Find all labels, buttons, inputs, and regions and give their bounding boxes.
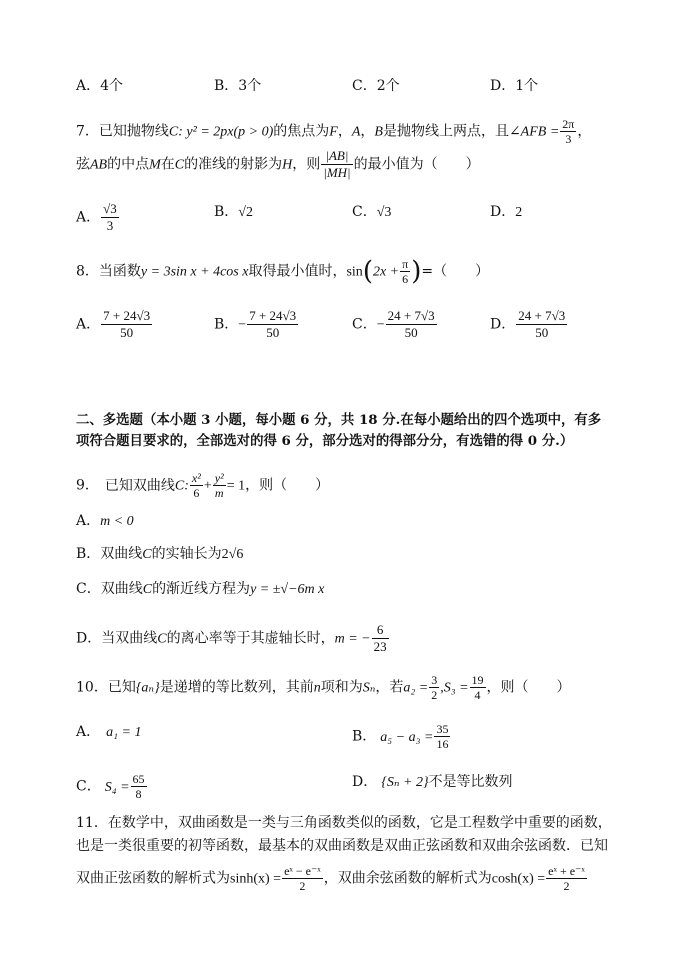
option-text: 的实轴长为 [151, 546, 222, 562]
option-math: m < 0 [100, 514, 134, 529]
q7-text: 是抛物线上两点，且 [382, 123, 509, 140]
q11-text: 双曲正弦函数的解析式为 [76, 870, 230, 887]
plus-sign: + [203, 478, 212, 494]
q10-number: 10． [76, 679, 108, 696]
option-text: 的渐近线方程为 [152, 581, 251, 597]
q7-angle-den: 3 [565, 132, 572, 146]
option-value: √2 [238, 205, 253, 220]
fraction-num: 6 [372, 622, 389, 639]
q11-sinh: sinh(x) = [230, 871, 282, 887]
option-math: a₁ = 1 [106, 725, 142, 740]
q9-y-fraction [213, 471, 226, 500]
fraction-den: 16 [436, 737, 449, 751]
q9-text: 已知双曲线 [104, 477, 175, 494]
q8-line [76, 257, 489, 286]
option-value: 2 [515, 205, 523, 220]
q8-number: 8． [76, 263, 99, 280]
section-heading: 二、多选题（本小题 3 小题，每小题 6 分，共 18 分.在每小题给出的四个选项中，有多 [76, 412, 602, 428]
q7-option-c [352, 202, 391, 223]
q7-sep: ， [360, 123, 375, 140]
q10-option-c [76, 772, 148, 801]
fraction-den: 50 [120, 325, 134, 340]
option-label: A． [76, 209, 101, 226]
q7-ratio-num: |AB| [321, 148, 352, 165]
left-paren: ( [362, 256, 373, 287]
option-label: D． [490, 204, 516, 220]
q7-angle: ∠AFB = [508, 124, 560, 140]
option-label: C． [76, 778, 101, 795]
option-math: {Sₙ + 2} [381, 775, 429, 790]
option-text: 不是等比数列 [428, 774, 513, 790]
q8-option-a [76, 308, 153, 341]
option-math: m = − [334, 631, 371, 647]
option-label: A． [76, 513, 101, 529]
q7-option-a [76, 201, 120, 234]
fraction-den: 50 [535, 325, 549, 340]
equals: = 1 [226, 478, 246, 494]
q7-text: 弦 [76, 156, 90, 173]
fraction-den: 23 [373, 639, 387, 654]
option-label: D．当双曲线 [76, 630, 158, 647]
fraction-den: 50 [266, 325, 280, 340]
option-label: B． [214, 316, 239, 333]
option-text: 的离心率等于其虚轴长时， [166, 630, 335, 647]
q11-line3 [76, 864, 588, 893]
option-math: C [142, 547, 152, 562]
option-math: y = ±√−6m x [250, 582, 325, 597]
q9-option-d [76, 622, 390, 655]
q8-arg: 2x + [372, 264, 400, 280]
q7-text: 在 [160, 156, 175, 173]
section-heading-line2: 项符合题目要求的，全部选对的得 6 分，部分选对的得部分分，有选错的得 0 分.） [76, 433, 574, 449]
option-label: B． [352, 728, 377, 745]
q7-text: 的准线的射影为 [184, 156, 283, 173]
q10-a2: a₂ = [403, 680, 429, 696]
q10-option-d [352, 772, 513, 793]
fraction-num: x² [191, 471, 201, 485]
q7-point-h: H [282, 157, 293, 173]
fraction-den: 2 [431, 688, 438, 702]
q10-text: ，则（ ） [486, 679, 571, 696]
q10-line [76, 673, 571, 702]
q9-number: 9． [76, 477, 99, 494]
fraction-den: 6 [402, 272, 409, 286]
q9-option-a [76, 511, 134, 532]
fraction-den: 50 [404, 325, 418, 340]
option-sign: − [238, 317, 247, 333]
option-math: a₅ − a₃ = [380, 729, 434, 745]
fraction-den: 4 [474, 688, 481, 702]
q11-sinh-fraction [282, 864, 323, 893]
q7-text: 的焦点为 [273, 123, 330, 140]
fraction-den: 2 [563, 879, 570, 893]
fraction-num: 65 [132, 772, 145, 786]
q8-option-a-fraction [101, 308, 152, 341]
q8-option-b [214, 308, 299, 341]
fraction-num: 3 [431, 673, 438, 687]
option-label: C． [352, 316, 377, 333]
q7-number: 7． [76, 123, 99, 140]
q10-text: 是递增的等比数列，其前 [159, 679, 314, 696]
option-math: C [142, 582, 153, 597]
fraction-den: 6 [193, 486, 200, 500]
option-math: C [157, 631, 167, 647]
q9-x-fraction [190, 471, 203, 500]
q8-text: 当函数 [98, 263, 141, 280]
fraction-den: 8 [135, 787, 142, 801]
q7-curve-c: C [174, 157, 185, 173]
fraction-num: 24 + 7√3 [387, 308, 435, 323]
q7-option-d [490, 202, 522, 223]
comma: , [440, 680, 444, 696]
q10-option-b-fraction [434, 722, 450, 751]
q10-option-a [76, 722, 141, 743]
option-label: D． [490, 316, 516, 333]
q9-option-c [76, 579, 324, 600]
option-math: 2√6 [221, 547, 244, 562]
q8-sin: sin [346, 264, 363, 280]
q7-sep: ， [577, 123, 592, 140]
fraction-num: eˣ − e⁻ˣ [284, 864, 321, 878]
q6-option-c: C．2个 [352, 78, 400, 94]
q8-option-c [352, 308, 438, 341]
q8-option-c-fraction [386, 308, 437, 341]
q7-point-a: A [351, 124, 361, 140]
q7-option-b [214, 202, 253, 223]
option-label: A． [76, 724, 101, 740]
q11-cosh: cosh(x) = [491, 871, 546, 887]
q8-option-d-fraction [516, 308, 567, 341]
q10-sequence: {aₙ} [135, 680, 160, 696]
q10-a2-fraction [429, 673, 439, 702]
q11-text: ，双曲余弦函数的解析式为 [323, 870, 492, 887]
option-math: S₄ = [104, 779, 130, 795]
q11-cosh-fraction [546, 864, 587, 893]
fraction-den: m [214, 486, 224, 500]
option-sign: − [376, 317, 385, 333]
q8-text: =（ ） [421, 263, 490, 280]
q7-curve: C: y² = 2px(p > 0) [168, 124, 274, 140]
q7-ratio-den: |MH| [323, 165, 351, 180]
q11-line2: 也是一类很重要的初等函数，最基本的双曲函数是双曲正弦函数和双曲余弦函数．已知 [76, 838, 608, 854]
fraction-den: 2 [299, 879, 306, 893]
q7-chord: AB [90, 157, 108, 173]
q6-option-b: B．3个 [214, 78, 262, 94]
q7-text: 已知抛物线 [98, 123, 169, 140]
fraction-num: eˣ + e⁻ˣ [548, 864, 585, 878]
q9-text: ，则（ ） [245, 477, 330, 494]
q7-line2 [76, 148, 480, 181]
q6-option-d: D．1个 [490, 78, 539, 94]
q10-text: 项和为 [320, 679, 363, 696]
q8-option-d [490, 308, 568, 341]
fraction-num: √3 [103, 201, 117, 216]
q10-n: n [313, 680, 321, 696]
q9-curve: C: [174, 478, 189, 494]
q9-option-d-fraction [372, 622, 389, 655]
fraction-num: 19 [471, 673, 484, 687]
q10-sn: Sₙ [362, 680, 376, 696]
q7-point-b: B [374, 124, 383, 140]
fraction-num: 7 + 24√3 [103, 308, 151, 323]
q7-option-a-fraction [101, 201, 119, 234]
q7-point-m: M [149, 157, 161, 173]
q8-pi-fraction [400, 257, 410, 286]
q10-option-c-fraction [131, 772, 147, 801]
fraction-num: y² [214, 471, 224, 485]
q8-option-b-fraction [247, 308, 298, 341]
q10-s3-fraction [470, 673, 486, 702]
q8-function: y = 3sin x + 4cos x [140, 264, 249, 280]
q8-text: 取得最小值时， [248, 263, 347, 280]
option-label: C．双曲线 [76, 581, 143, 597]
right-paren: ) [411, 256, 422, 287]
q7-text: 的最小值为（ ） [353, 156, 480, 173]
option-label: B． [214, 204, 239, 220]
q10-text: ，若 [375, 679, 404, 696]
option-label: B．双曲线 [76, 546, 143, 562]
q7-text: 的中点 [107, 156, 150, 173]
q11-line1: 11．在数学中，双曲函数是一类与三角函数类似的函数，它是工程数学中重要的函数， [76, 815, 612, 831]
q7-ratio [321, 148, 352, 181]
option-label: D． [352, 774, 378, 790]
q7-angle-num: 2π [562, 117, 575, 131]
fraction-num: 35 [436, 722, 449, 736]
q7-point-f: F [329, 124, 338, 140]
fraction-num: 7 + 24√3 [249, 308, 297, 323]
q7-text: ，则 [292, 156, 321, 173]
fraction-den: 3 [106, 218, 114, 233]
q6-option-a: A．4个 [76, 78, 124, 94]
q9-option-b [76, 544, 243, 565]
fraction-num: 24 + 7√3 [518, 308, 566, 323]
q7-line1 [76, 117, 591, 146]
q10-text: 已知 [107, 679, 136, 696]
option-label: A． [76, 316, 101, 333]
q7-sep: ， [337, 123, 352, 140]
q7-angle-fraction [560, 117, 576, 146]
option-label: C． [352, 204, 377, 220]
q10-option-b [352, 722, 451, 751]
fraction-num: π [402, 257, 409, 271]
q10-s3: S₃ = [443, 680, 469, 696]
q9-line [76, 471, 329, 500]
option-value: √3 [376, 205, 392, 220]
